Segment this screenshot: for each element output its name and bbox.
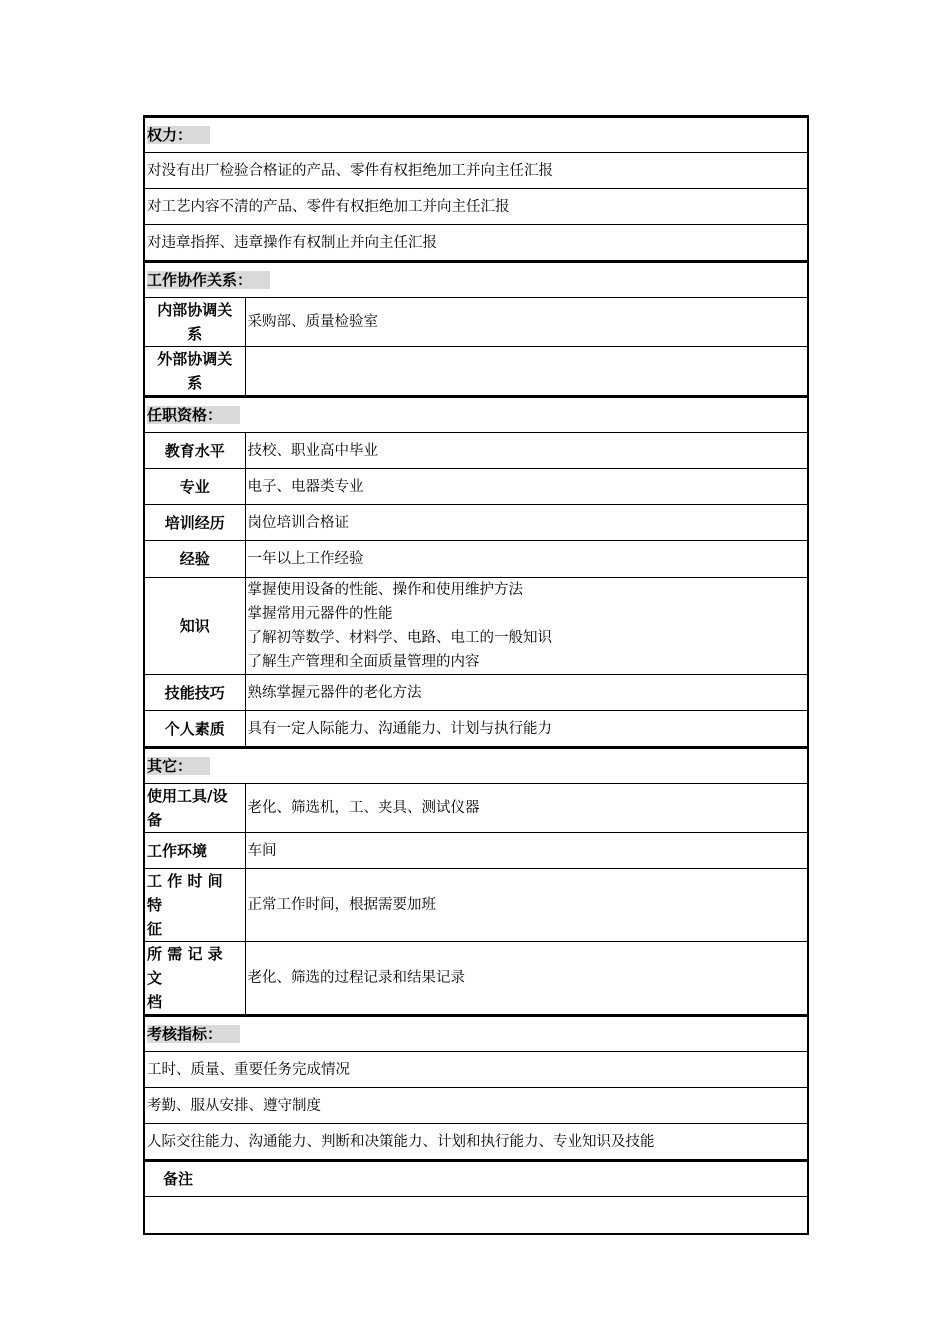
experience-row bbox=[144, 541, 808, 578]
qualifications-section-row bbox=[144, 397, 808, 433]
assessment-item-row bbox=[144, 1052, 808, 1088]
personal-quality-label: 个人素质 bbox=[144, 711, 245, 748]
experience-value: 一年以上工作经验 bbox=[245, 541, 808, 578]
major-value: 电子、电器类专业 bbox=[245, 469, 808, 505]
assessment-item-row bbox=[144, 1124, 808, 1161]
personal-quality-value: 具有一定人际能力、沟通能力、计划与执行能力 bbox=[245, 711, 808, 748]
training-label: 培训经历 bbox=[144, 505, 245, 541]
assessment-section-row bbox=[144, 1016, 808, 1052]
education-value: 技校、职业高中毕业 bbox=[245, 433, 808, 469]
training-value: 岗位培训合格证 bbox=[245, 505, 808, 541]
training-row bbox=[144, 505, 808, 541]
remarks-content-row bbox=[144, 1197, 808, 1234]
knowledge-label: 知识 bbox=[144, 578, 245, 675]
job-description-table bbox=[143, 115, 809, 1235]
qualifications-heading: 任职资格： bbox=[144, 397, 808, 433]
environment-value: 车间 bbox=[245, 833, 808, 869]
internal-relations-row bbox=[144, 298, 808, 347]
internal-relations-label: 内部协调关 系 bbox=[144, 298, 245, 347]
major-label: 专业 bbox=[144, 469, 245, 505]
assessment-heading: 考核指标： bbox=[144, 1016, 808, 1052]
skills-value: 熟练掌握元器件的老化方法 bbox=[245, 675, 808, 711]
documents-value: 老化、筛选的过程记录和结果记录 bbox=[245, 942, 808, 1016]
remarks-content bbox=[144, 1197, 808, 1234]
authority-item: 对违章指挥、违章操作有权制止并向主任汇报 bbox=[144, 225, 808, 262]
work-time-label: 工 作 时 间 特 征 bbox=[144, 869, 245, 942]
assessment-item: 工时、质量、重要任务完成情况 bbox=[144, 1052, 808, 1088]
documents-row bbox=[144, 942, 808, 1016]
skills-label: 技能技巧 bbox=[144, 675, 245, 711]
environment-row bbox=[144, 833, 808, 869]
knowledge-line: 掌握常用元器件的性能 bbox=[247, 606, 393, 622]
authority-item-row bbox=[144, 225, 808, 262]
environment-label: 工作环境 bbox=[144, 833, 245, 869]
internal-relations-value: 采购部、质量检验室 bbox=[245, 298, 808, 347]
work-time-row bbox=[144, 869, 808, 942]
documents-label: 所 需 记 录 文 档 bbox=[144, 942, 245, 1016]
external-relations-value bbox=[245, 347, 808, 397]
authority-item: 对没有出厂检验合格证的产品、零件有权拒绝加工并向主任汇报 bbox=[144, 153, 808, 189]
knowledge-line: 掌握使用设备的性能、操作和使用维护方法 bbox=[247, 582, 523, 598]
knowledge-line: 了解初等数学、材料学、电路、电工的一般知识 bbox=[247, 630, 552, 646]
external-relations-row bbox=[144, 347, 808, 397]
assessment-item: 人际交往能力、沟通能力、判断和决策能力、计划和执行能力、专业知识及技能 bbox=[144, 1124, 808, 1161]
knowledge-value bbox=[245, 578, 808, 675]
authority-item-row bbox=[144, 153, 808, 189]
major-row bbox=[144, 469, 808, 505]
external-relations-label: 外部协调关 系 bbox=[144, 347, 245, 397]
knowledge-row bbox=[144, 578, 808, 675]
remarks-section-row bbox=[144, 1161, 808, 1197]
education-label: 教育水平 bbox=[144, 433, 245, 469]
knowledge-line: 了解生产管理和全面质量管理的内容 bbox=[247, 654, 480, 670]
skills-row bbox=[144, 675, 808, 711]
other-section-row bbox=[144, 748, 808, 784]
authority-section-row bbox=[144, 117, 808, 153]
assessment-item: 考勤、服从安排、遵守制度 bbox=[144, 1088, 808, 1124]
authority-heading: 权力： bbox=[144, 117, 808, 153]
assessment-item-row bbox=[144, 1088, 808, 1124]
relations-section-row bbox=[144, 262, 808, 298]
tools-row bbox=[144, 784, 808, 833]
work-time-value: 正常工作时间，根据需要加班 bbox=[245, 869, 808, 942]
job-description-document bbox=[143, 115, 807, 1235]
experience-label: 经验 bbox=[144, 541, 245, 578]
authority-item-row bbox=[144, 189, 808, 225]
authority-item: 对工艺内容不清的产品、零件有权拒绝加工并向主任汇报 bbox=[144, 189, 808, 225]
other-heading: 其它： bbox=[144, 748, 808, 784]
education-row bbox=[144, 433, 808, 469]
tools-value: 老化、筛选机，工、夹具、测试仪器 bbox=[245, 784, 808, 833]
relations-heading: 工作协作关系： bbox=[144, 262, 808, 298]
tools-label: 使用工具/设 备 bbox=[144, 784, 245, 833]
personal-quality-row bbox=[144, 711, 808, 748]
remarks-heading: 备注 bbox=[144, 1161, 808, 1197]
